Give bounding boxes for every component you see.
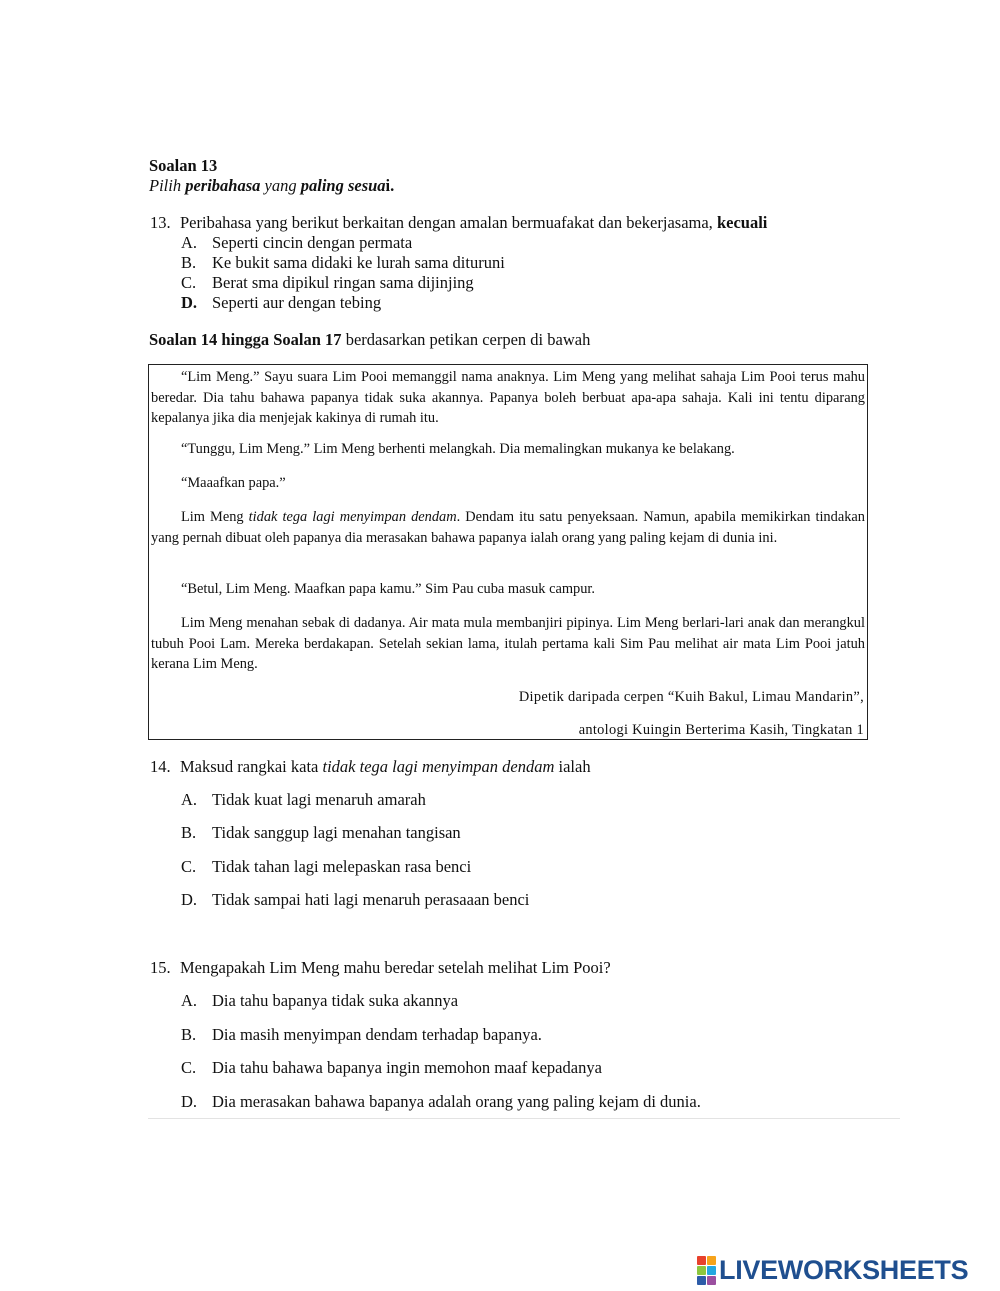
option-letter: C. [181,273,197,292]
option-13-b[interactable] [181,253,505,273]
option-letter: D. [181,1092,198,1111]
option-text: Dia merasakan bahawa bapanya adalah orang yang paling kejam di dunia. [212,1092,701,1111]
option-letter: C. [181,857,197,876]
passage-paragraph-2: “Tunggu, Lim Meng.” Lim Meng berhenti melangkah. Dia memalingkan mukanya ke belakang. [181,441,735,457]
option-letter: B. [181,823,197,842]
option-15-c[interactable] [181,1058,602,1078]
option-text: Tidak sampai hati lagi menaruh perasaaan benci [212,890,530,909]
passage-box [148,364,868,740]
passage-paragraph-3: “Maaafkan papa.” [181,475,286,491]
instruction-part: Pilih [149,176,186,195]
option-letter: A. [181,233,198,252]
passage-source-line-2: antologi Kuingin Berterima Kasih, Tingkatan 1 [578,722,864,738]
question-number: 13. [150,213,171,232]
paragraph-text: Lim Meng [181,509,249,525]
logo-square [697,1276,706,1285]
question-keyword: kecuali [716,213,768,232]
instruction-part-bold: paling sesua [300,176,386,195]
option-text: Tidak kuat lagi menaruh amarah [212,790,426,809]
option-letter: D. [181,890,198,909]
section-13-title: Soalan 13 [149,156,218,175]
question-number: 15. [150,958,171,977]
question-text: Mengapakah Lim Meng mahu beredar setelah melihat Lim Pooi? [180,958,611,977]
option-14-c[interactable] [181,857,471,877]
option-14-a[interactable] [181,790,426,810]
option-text: Berat sma dipikul ringan sama dijinjing [212,273,474,292]
passage-paragraph-5: “Betul, Lim Meng. Maafkan papa kamu.” Sim Pau cuba masuk campur. [181,581,596,597]
question-phrase-italic: tidak tega lagi menyimpan dendam [322,757,555,776]
section-heading-text: berdasarkan petikan cerpen di bawah [341,330,591,349]
passage-paragraph-6: Lim Meng menahan sebak di dadanya. Air mata mula membanjiri pipinya. Lim Meng berlari-lari anak dan merangkul tubuh Pooi Lam. Mereka berdakapan. Setelah sekian lama, itulah pertama kali Sim Pau melihat air mata Lim Pooi jatuh kerana Lim Meng. [151,615,865,672]
section-14-17-heading [149,330,590,350]
option-15-d[interactable] [181,1092,701,1112]
question-text: ialah [554,757,591,776]
instruction-part-bold: peribahasa [185,176,261,195]
option-text: Seperti cincin dengan permata [212,233,413,252]
option-text: Tidak sanggup lagi menahan tangisan [212,823,461,842]
option-14-b[interactable] [181,823,461,843]
option-14-d[interactable] [181,890,529,910]
logo-square [707,1276,716,1285]
instruction-part: yang [260,176,301,195]
question-13-stem [150,213,767,233]
passage-paragraph-4 [151,507,865,548]
option-letter: B. [181,1025,197,1044]
section-13-instruction [149,176,394,196]
option-letter: A. [181,790,198,809]
question-number: 14. [150,757,171,776]
logo-square [707,1266,716,1275]
instruction-part-bold: i [385,176,391,195]
option-13-d[interactable] [181,293,505,313]
option-13-c[interactable] [181,273,505,293]
paragraph-text: . Dendam itu satu penyeksaan. Namun, apabila memikirkan tindakan yang pernah dibuat oleh papanya dia merasakan bahawa papanya ialah orang yang paling kejam di dunia ini. [151,509,865,546]
question-text: Maksud rangkai kata [180,757,323,776]
option-text: Tidak tahan lagi melepaskan rasa benci [212,857,472,876]
passage-paragraph-1: “Lim Meng.” Sayu suara Lim Pooi memanggil nama anaknya. Lim Meng yang melihat sahaja Lim Pooi terus mahu beredar. Dia tahu bahawa papanya tidak suka akannya. Papanya boleh berbuat apa-apa sahaja. Kali ini tentu diparang kepalanya jika dia menjejak kakinya di rumah itu. [151,369,865,426]
logo-square [697,1256,706,1265]
section-heading-bold: Soalan 14 hingga Soalan 17 [149,330,342,349]
option-letter: D. [181,293,198,312]
question-15-stem [150,958,611,978]
question-14-stem [150,757,591,777]
logo-square [707,1256,716,1265]
section-13-heading [149,156,394,196]
question-text: Peribahasa yang berikut berkaitan dengan amalan bermuafakat dan bekerjasama, [180,213,717,232]
option-text: Seperti aur dengan tebing [212,293,382,312]
logo-icon [697,1256,716,1285]
option-text: Dia tahu bahawa bapanya ingin memohon maaf kepadanya [212,1058,602,1077]
option-text: Dia masih menyimpan dendam terhadap bapanya. [212,1025,542,1044]
option-15-a[interactable] [181,991,458,1011]
logo-text: LIVEWORKSHEETS [719,1254,969,1285]
option-letter: C. [181,1058,197,1077]
logo-square [697,1266,706,1275]
option-text: Ke bukit sama didaki ke lurah sama dituruni [212,253,505,272]
option-text: Dia tahu bapanya tidak suka akannya [212,991,459,1010]
paragraph-phrase-italic: tidak tega lagi menyimpan dendam [248,509,457,525]
passage-source-line-1: Dipetik daripada cerpen “Kuih Bakul, Limau Mandarin”, [518,689,864,705]
option-13-a[interactable] [181,233,505,253]
question-13-options [181,233,505,313]
option-15-b[interactable] [181,1025,542,1045]
option-letter: B. [181,253,197,272]
liveworksheets-logo [697,1255,968,1285]
page-divider [148,1118,900,1119]
option-letter: A. [181,991,198,1010]
instruction-part: . [390,176,395,195]
